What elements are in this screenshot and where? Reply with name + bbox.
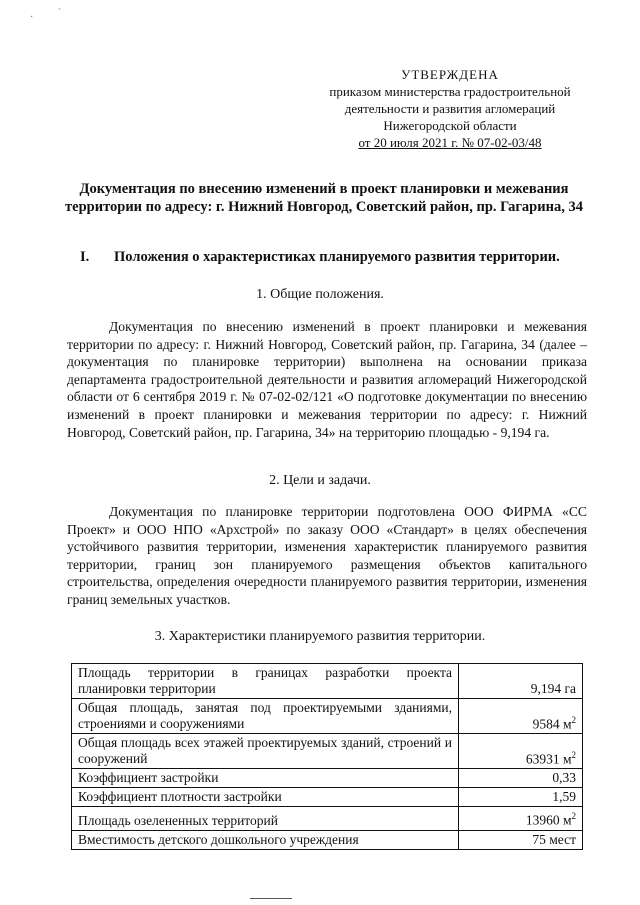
row-label: Вместимость детского дошкольного учреждения [72,830,459,849]
row-label: Коэффициент застройки [72,769,459,788]
paragraph-general: Документация по внесению изменений в проект планировки и межевания территории по адресу: г. Нижний Новгород, Советский район, пр. Гагарина, 34 (далее – документация по планировке территории) выполнена на основании приказа департамента градостроительной деятельности и развития агломераций Нижегородской области от 6 сентября 2019 г. № 07-02-02/121 «О подготовке документации по внесению изменений в проект планировки и межевания территории по адресу: г. Нижний Новгород, Советский район, пр. Гагарина, 34» на территорию площадью - 9,194 га. [67,319,587,440]
row-value [459,830,583,849]
row-label: Коэффициент плотности застройки [72,788,459,807]
value-text: 75 мест [532,831,576,847]
table-row [72,807,583,831]
row-label: Общая площадь, занятая под проектируемыми зданиями, строениями и сооружениями [72,699,459,734]
row-value [459,664,583,699]
unit-superscript: 2 [571,749,576,760]
value-text: 63931 м [525,751,572,766]
subsection-heading: 3. Характеристики планируемого развития территории. [154,629,486,644]
section-number: I. [80,249,90,265]
row-value [459,807,583,831]
approval-line: Нижегородской области [383,118,517,133]
scan-speck: ` [58,8,62,19]
document-title: Документация по внесению изменений в проект планировки и межевания территории по адресу: г. Нижний Новгород, Советский район, пр. Гагарина, 34 [65,181,583,215]
footer-line [250,898,292,899]
paragraph-goals: Документация по планировке территории подготовлена ООО ФИРМА «СС Проект» и ООО НПО «Архстрой» по заказу ООО «Стандарт» в целях обеспечения устойчивого развития территории, изменения характеристик планируемого развития территории, границ зон планируемого размещения объектов капитального строительства, определения очередности планируемого развития территории, изменения границ земельных участков. [67,504,587,607]
subsection-heading: 1. Общие положения. [256,287,384,302]
approval-heading: УТВЕРЖДЕНА [401,67,499,82]
row-label: Площадь территории в границах разработки проекта планировки территории [72,664,459,699]
row-value [459,699,583,734]
table-row [72,769,583,788]
row-value [459,734,583,769]
value-text: 9,194 га [530,681,576,696]
row-label: Общая площадь всех этажей проектируемых зданий, строений и сооружений [72,734,459,769]
value-text: 13960 м [525,812,572,828]
row-value [459,769,583,788]
scan-speck: · [30,12,34,23]
subsection-heading: 2. Цели и задачи. [269,473,371,488]
characteristics-table [71,663,583,850]
approval-line: деятельности и развития агломераций [344,101,556,116]
row-value [459,788,583,807]
table-row [72,788,583,807]
unit-superscript: 2 [571,811,576,821]
section-title: Положения о характеристиках планируемого развития территории. [114,249,560,265]
approval-block [300,66,600,151]
section-heading [80,248,590,266]
table-row [72,734,583,769]
row-label: Площадь озелененных территорий [72,807,459,831]
table-row [72,664,583,699]
value-text: 0,33 [552,770,576,785]
table-row [72,830,583,849]
value-text: 9584 м [532,716,572,731]
approval-line: приказом министерства градостроительной [329,84,571,99]
table-row [72,699,583,734]
value-text: 1,59 [552,789,576,804]
approval-date: от 20 июля 2021 г. № 07-02-03/48 [358,135,542,150]
unit-superscript: 2 [571,714,576,725]
